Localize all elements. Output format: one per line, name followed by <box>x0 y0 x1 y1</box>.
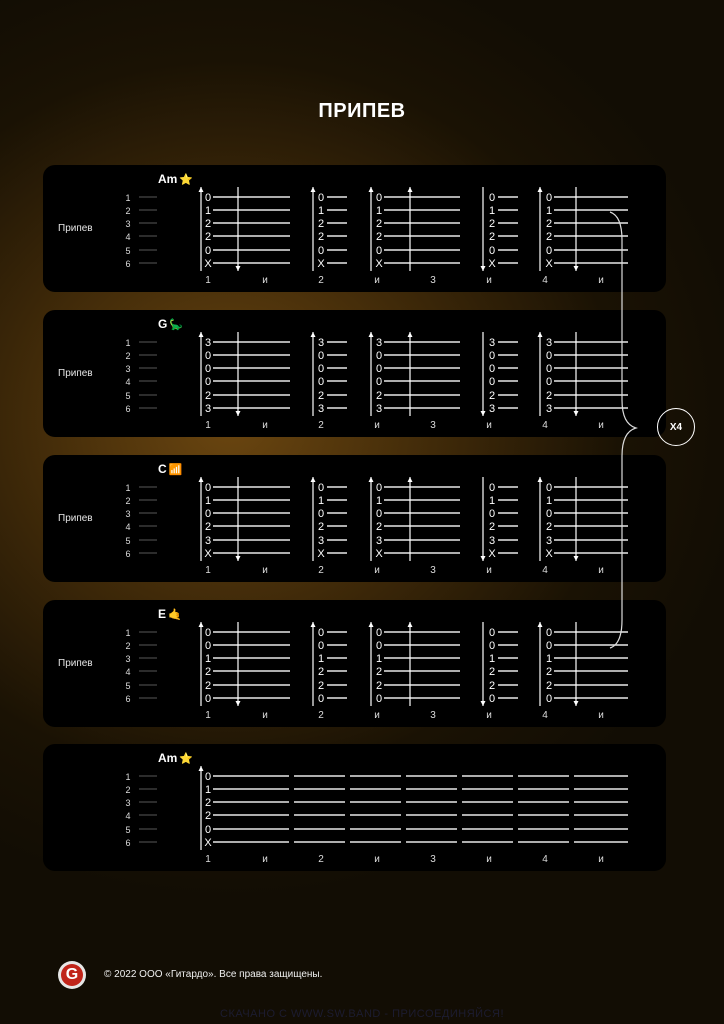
chord-label: E <box>158 607 167 621</box>
string-number: 3 <box>125 364 131 374</box>
section-label: Припев <box>58 368 93 379</box>
tab-panel-3 <box>43 455 666 582</box>
fret-number: 3 <box>204 535 212 547</box>
fret-number: 2 <box>317 218 325 230</box>
tab-panel-1 <box>43 165 666 292</box>
fret-number: 0 <box>317 482 325 494</box>
fret-number: X <box>375 258 383 270</box>
fret-number: 0 <box>375 192 383 204</box>
beat-label: 1 <box>205 420 211 431</box>
strum-down-arrow-icon <box>574 477 579 561</box>
beat-label: 4 <box>542 275 548 286</box>
fret-number: 3 <box>488 337 496 349</box>
beat-label: и <box>262 710 268 721</box>
fret-number: 0 <box>488 508 496 520</box>
section-label: Припев <box>58 513 93 524</box>
fret-number: 0 <box>204 693 212 705</box>
fret-number: 0 <box>545 245 553 257</box>
fret-number: 0 <box>204 627 212 639</box>
fret-number: 2 <box>204 680 212 692</box>
fret-number: 0 <box>545 363 553 375</box>
tablature <box>43 165 666 292</box>
chord-emoji-icon: 🤙 <box>168 609 182 621</box>
fret-number: 0 <box>204 192 212 204</box>
beat-label: и <box>486 710 492 721</box>
tablature <box>43 744 666 871</box>
fret-number: 2 <box>488 231 496 243</box>
beat-label: 3 <box>430 854 436 865</box>
beat-label: и <box>598 565 604 576</box>
fret-number: 1 <box>375 653 383 665</box>
fret-number: 0 <box>317 693 325 705</box>
fret-number: 0 <box>545 640 553 652</box>
beat-label: и <box>374 420 380 431</box>
string-number: 3 <box>125 798 131 808</box>
string-number: 5 <box>125 246 131 256</box>
fret-number: 0 <box>488 640 496 652</box>
string-number: 2 <box>125 206 131 216</box>
beat-label: 2 <box>318 275 324 286</box>
fret-number: 1 <box>204 495 212 507</box>
string-number: 4 <box>125 522 131 532</box>
fret-number: 3 <box>375 403 383 415</box>
fret-number: 2 <box>204 231 212 243</box>
tablature <box>43 455 666 582</box>
string-number: 4 <box>125 667 131 677</box>
strum-up-arrow-icon <box>408 187 413 271</box>
string-number: 2 <box>125 496 131 506</box>
strum-down-arrow-icon <box>481 187 486 271</box>
chord-emoji-icon: ⭐ <box>179 753 194 765</box>
fret-number: 0 <box>375 627 383 639</box>
beat-label: 1 <box>205 565 211 576</box>
beat-label: и <box>374 275 380 286</box>
strum-down-arrow-icon <box>481 332 486 416</box>
beat-label: и <box>262 420 268 431</box>
string-number: 2 <box>125 641 131 651</box>
beat-label: 3 <box>430 710 436 721</box>
fret-number: 3 <box>317 535 325 547</box>
strum-up-arrow-icon <box>369 187 374 271</box>
beat-label: 2 <box>318 854 324 865</box>
string-number: 4 <box>125 377 131 387</box>
fret-number: 1 <box>545 205 553 217</box>
fret-number: X <box>204 837 212 849</box>
fret-number: 0 <box>204 245 212 257</box>
tab-panel-5 <box>43 744 666 871</box>
copyright-text: © 2022 ООО «Гитардо». Все права защищены. <box>104 969 323 980</box>
fret-number: 3 <box>488 403 496 415</box>
fret-number: 3 <box>204 403 212 415</box>
beat-label: и <box>598 420 604 431</box>
string-number: 1 <box>125 483 131 493</box>
strum-up-arrow-icon <box>408 622 413 706</box>
repeat-brace <box>608 210 638 650</box>
fret-number: 2 <box>375 680 383 692</box>
beat-label: 3 <box>430 565 436 576</box>
strum-up-arrow-icon <box>538 622 543 706</box>
string-number: 1 <box>125 628 131 638</box>
fret-number: 0 <box>375 640 383 652</box>
strum-down-arrow-icon <box>574 332 579 416</box>
beat-label: и <box>374 854 380 865</box>
chord-emoji-icon: ⭐ <box>179 174 194 186</box>
fret-number: X <box>317 548 325 560</box>
beat-label: и <box>598 710 604 721</box>
fret-number: 1 <box>488 653 496 665</box>
watermark-text: СКАЧАНО С WWW.SW.BAND - ПРИСОЕДИНЯЙСЯ! <box>220 1008 504 1020</box>
strum-up-arrow-icon <box>408 332 413 416</box>
string-number: 5 <box>125 536 131 546</box>
chord-label: C <box>158 462 167 476</box>
beat-label: 1 <box>205 710 211 721</box>
tablature <box>43 310 666 437</box>
string-number: 3 <box>125 654 131 664</box>
beat-label: и <box>486 275 492 286</box>
fret-number: 0 <box>545 350 553 362</box>
fret-number: X <box>375 548 383 560</box>
fret-number: 0 <box>204 363 212 375</box>
fret-number: 1 <box>545 653 553 665</box>
string-number: 2 <box>125 351 131 361</box>
fret-number: 3 <box>488 535 496 547</box>
fret-number: 2 <box>545 521 553 533</box>
fret-number: 3 <box>375 337 383 349</box>
fret-number: 3 <box>545 535 553 547</box>
fret-number: 2 <box>545 680 553 692</box>
fret-number: 0 <box>545 693 553 705</box>
fret-number: 2 <box>375 666 383 678</box>
fret-number: 3 <box>204 337 212 349</box>
beat-label: и <box>262 275 268 286</box>
beat-label: и <box>262 854 268 865</box>
beat-label: и <box>374 710 380 721</box>
fret-number: 2 <box>375 390 383 402</box>
fret-number: 0 <box>375 693 383 705</box>
chord-label: Am <box>158 172 178 186</box>
strum-up-arrow-icon <box>199 477 204 561</box>
fret-number: 1 <box>204 653 212 665</box>
fret-number: 1 <box>375 495 383 507</box>
fret-number: 0 <box>317 640 325 652</box>
beat-label: 4 <box>542 420 548 431</box>
fret-number: 0 <box>375 508 383 520</box>
strum-up-arrow-icon <box>199 766 204 850</box>
string-number: 5 <box>125 681 131 691</box>
strum-up-arrow-icon <box>408 477 413 561</box>
fret-number: 2 <box>317 390 325 402</box>
fret-number: 0 <box>488 376 496 388</box>
fret-number: 0 <box>488 363 496 375</box>
fret-number: 1 <box>375 205 383 217</box>
string-number: 5 <box>125 825 131 835</box>
fret-number: 2 <box>204 797 212 809</box>
fret-number: X <box>317 258 325 270</box>
fret-number: 0 <box>204 508 212 520</box>
beat-label: 2 <box>318 420 324 431</box>
strum-up-arrow-icon <box>369 477 374 561</box>
beat-label: 3 <box>430 275 436 286</box>
fret-number: 2 <box>488 666 496 678</box>
fret-number: 2 <box>545 218 553 230</box>
fret-number: 0 <box>317 192 325 204</box>
string-number: 6 <box>125 404 131 414</box>
strum-up-arrow-icon <box>311 622 316 706</box>
fret-number: 1 <box>488 205 496 217</box>
fret-number: 0 <box>488 693 496 705</box>
fret-number: 0 <box>317 245 325 257</box>
fret-number: 0 <box>204 824 212 836</box>
fret-number: 0 <box>317 376 325 388</box>
fret-number: 2 <box>375 218 383 230</box>
strum-up-arrow-icon <box>538 477 543 561</box>
strum-down-arrow-icon <box>574 187 579 271</box>
fret-number: 1 <box>204 784 212 796</box>
fret-number: 0 <box>375 482 383 494</box>
fret-number: 2 <box>204 218 212 230</box>
chord-label: G <box>158 317 168 331</box>
fret-number: 2 <box>375 521 383 533</box>
fret-number: X <box>545 548 553 560</box>
tab-panel-2 <box>43 310 666 437</box>
beat-label: и <box>486 420 492 431</box>
fret-number: 2 <box>204 521 212 533</box>
fret-number: 0 <box>488 350 496 362</box>
fret-number: 3 <box>317 403 325 415</box>
fret-number: 0 <box>545 482 553 494</box>
fret-number: 3 <box>545 403 553 415</box>
string-number: 2 <box>125 785 131 795</box>
string-number: 4 <box>125 232 131 242</box>
beat-label: и <box>486 565 492 576</box>
fret-number: 2 <box>317 521 325 533</box>
chord-emoji-icon: 🦕 <box>169 319 184 331</box>
strum-up-arrow-icon <box>369 622 374 706</box>
fret-number: 0 <box>204 376 212 388</box>
fret-number: 2 <box>488 680 496 692</box>
beat-label: 4 <box>542 710 548 721</box>
fret-number: 2 <box>545 390 553 402</box>
fret-number: 2 <box>488 218 496 230</box>
fret-number: 3 <box>375 535 383 547</box>
tab-panel-4 <box>43 600 666 727</box>
fret-number: 0 <box>545 627 553 639</box>
fret-number: 0 <box>545 192 553 204</box>
logo-letter: G <box>61 964 83 986</box>
fret-number: 1 <box>488 495 496 507</box>
fret-number: 0 <box>375 350 383 362</box>
fret-number: 2 <box>317 231 325 243</box>
fret-number: X <box>204 548 212 560</box>
string-number: 6 <box>125 549 131 559</box>
fret-number: 2 <box>375 231 383 243</box>
fret-number: 0 <box>488 627 496 639</box>
section-label: Припев <box>58 223 93 234</box>
string-number: 4 <box>125 811 131 821</box>
page-title: ПРИПЕВ <box>318 100 406 122</box>
repeat-count-badge: X4 <box>657 408 695 446</box>
fret-number: X <box>204 258 212 270</box>
strum-up-arrow-icon <box>311 187 316 271</box>
strum-up-arrow-icon <box>199 187 204 271</box>
strum-up-arrow-icon <box>199 332 204 416</box>
string-number: 1 <box>125 338 131 348</box>
strum-up-arrow-icon <box>311 477 316 561</box>
beat-label: 2 <box>318 565 324 576</box>
fret-number: 1 <box>317 495 325 507</box>
string-number: 6 <box>125 694 131 704</box>
fret-number: 2 <box>488 390 496 402</box>
fret-number: 0 <box>317 363 325 375</box>
beat-label: и <box>486 854 492 865</box>
strum-up-arrow-icon <box>311 332 316 416</box>
section-label: Припев <box>58 658 93 669</box>
fret-number: 2 <box>204 666 212 678</box>
strum-down-arrow-icon <box>236 622 241 706</box>
strum-down-arrow-icon <box>481 622 486 706</box>
fret-number: 0 <box>204 640 212 652</box>
fret-number: 0 <box>317 627 325 639</box>
fret-number: 3 <box>317 337 325 349</box>
strum-down-arrow-icon <box>481 477 486 561</box>
fret-number: X <box>545 258 553 270</box>
string-number: 1 <box>125 193 131 203</box>
strum-down-arrow-icon <box>236 332 241 416</box>
beat-label: 1 <box>205 854 211 865</box>
beat-label: 1 <box>205 275 211 286</box>
beat-label: 4 <box>542 565 548 576</box>
fret-number: X <box>488 548 496 560</box>
fret-number: 0 <box>204 771 212 783</box>
fret-number: 2 <box>545 231 553 243</box>
string-number: 3 <box>125 509 131 519</box>
beat-label: и <box>598 854 604 865</box>
strum-down-arrow-icon <box>574 622 579 706</box>
beat-label: и <box>598 275 604 286</box>
fret-number: 2 <box>204 390 212 402</box>
beat-label: и <box>262 565 268 576</box>
fret-number: 1 <box>317 205 325 217</box>
fret-number: 0 <box>317 508 325 520</box>
fret-number: 0 <box>317 350 325 362</box>
strum-up-arrow-icon <box>369 332 374 416</box>
chord-emoji-icon: 📶 <box>168 464 183 476</box>
strum-down-arrow-icon <box>236 187 241 271</box>
string-number: 6 <box>125 838 131 848</box>
fret-number: 0 <box>204 482 212 494</box>
string-number: 5 <box>125 391 131 401</box>
beat-label: и <box>374 565 380 576</box>
fret-number: 1 <box>204 205 212 217</box>
fret-number: 0 <box>488 192 496 204</box>
fret-number: 0 <box>545 508 553 520</box>
fret-number: 2 <box>317 666 325 678</box>
beat-label: 2 <box>318 710 324 721</box>
string-number: 6 <box>125 259 131 269</box>
fret-number: 0 <box>204 350 212 362</box>
strum-up-arrow-icon <box>538 332 543 416</box>
fret-number: X <box>488 258 496 270</box>
fret-number: 2 <box>545 666 553 678</box>
fret-number: 2 <box>317 680 325 692</box>
fret-number: 1 <box>545 495 553 507</box>
fret-number: 0 <box>375 363 383 375</box>
fret-number: 0 <box>488 482 496 494</box>
fret-number: 0 <box>488 245 496 257</box>
strum-down-arrow-icon <box>236 477 241 561</box>
strum-up-arrow-icon <box>538 187 543 271</box>
string-number: 3 <box>125 219 131 229</box>
chord-label: Am <box>158 751 178 765</box>
fret-number: 2 <box>204 810 212 822</box>
fret-number: 0 <box>545 376 553 388</box>
fret-number: 0 <box>375 376 383 388</box>
fret-number: 3 <box>545 337 553 349</box>
beat-label: 4 <box>542 854 548 865</box>
fret-number: 1 <box>317 653 325 665</box>
strum-up-arrow-icon <box>199 622 204 706</box>
tablature <box>43 600 666 727</box>
string-number: 1 <box>125 772 131 782</box>
beat-label: 3 <box>430 420 436 431</box>
fret-number: 2 <box>488 521 496 533</box>
gitardo-logo <box>58 961 86 989</box>
fret-number: 0 <box>375 245 383 257</box>
